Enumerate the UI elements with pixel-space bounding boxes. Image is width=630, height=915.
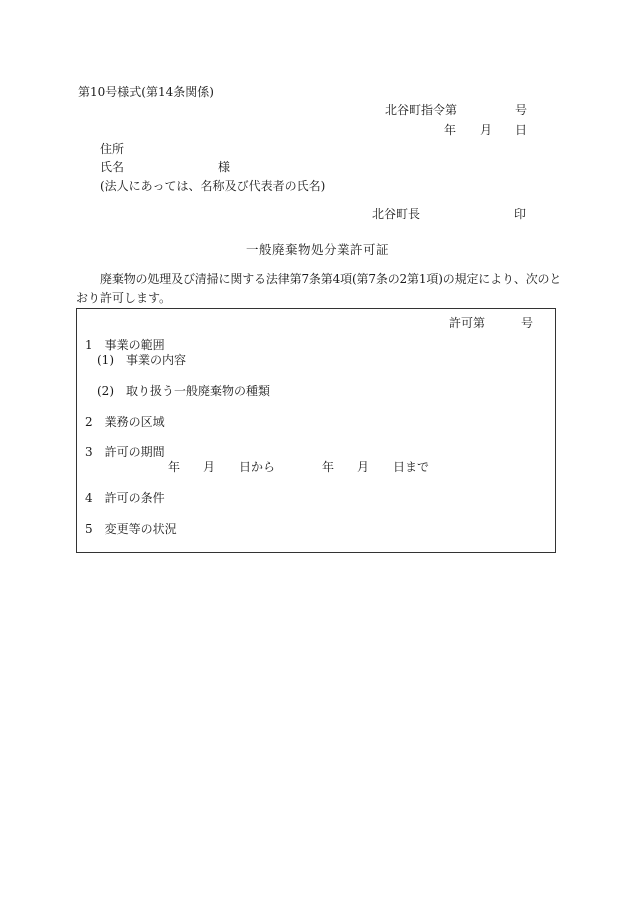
item-2-label: 2 業務の区域 <box>85 415 165 429</box>
period-from-year: 年 <box>168 460 181 474</box>
item-5-label: 5 変更等の状況 <box>85 522 177 536</box>
corporate-note: (法人にあっては、名称及び代表者の氏名) <box>100 179 326 193</box>
permit-number-prefix: 許可第 <box>449 316 486 330</box>
date-month-label: 月 <box>480 123 493 137</box>
preamble-line-1: 廃棄物の処理及び清掃に関する法律第7条第4項(第7条の2第1項)の規定により、次のと <box>100 272 562 286</box>
permit-number-suffix: 号 <box>521 316 534 330</box>
honorific: 様 <box>218 160 231 174</box>
document-title: 一般廃棄物処分業許可証 <box>246 242 390 257</box>
issuer-seal: 印 <box>514 207 527 221</box>
item-1-sub-1: (1) 事業の内容 <box>97 353 186 367</box>
period-to-month: 月 <box>357 460 370 474</box>
form-number: 第10号様式(第14条関係) <box>78 85 214 99</box>
period-from-month: 月 <box>203 460 216 474</box>
period-to-year: 年 <box>322 460 335 474</box>
preamble-line-2: おり許可します。 <box>76 291 172 305</box>
permit-box <box>76 308 556 553</box>
directive-number-prefix: 北谷町指令第 <box>385 103 458 117</box>
directive-number-suffix: 号 <box>515 103 528 117</box>
date-day-label: 日 <box>515 123 528 137</box>
item-1-sub-2: (2) 取り扱う一般廃棄物の種類 <box>97 384 270 398</box>
item-1-label: 1 事業の範囲 <box>85 338 165 352</box>
period-to-day: 日まで <box>393 460 430 474</box>
period-from-day: 日から <box>239 460 276 474</box>
address-label: 住所 <box>100 142 125 156</box>
issuer-title: 北谷町長 <box>372 207 421 221</box>
item-3-label: 3 許可の期間 <box>85 445 165 459</box>
item-4-label: 4 許可の条件 <box>85 491 165 505</box>
date-year-label: 年 <box>444 123 457 137</box>
name-label: 氏名 <box>100 160 125 174</box>
